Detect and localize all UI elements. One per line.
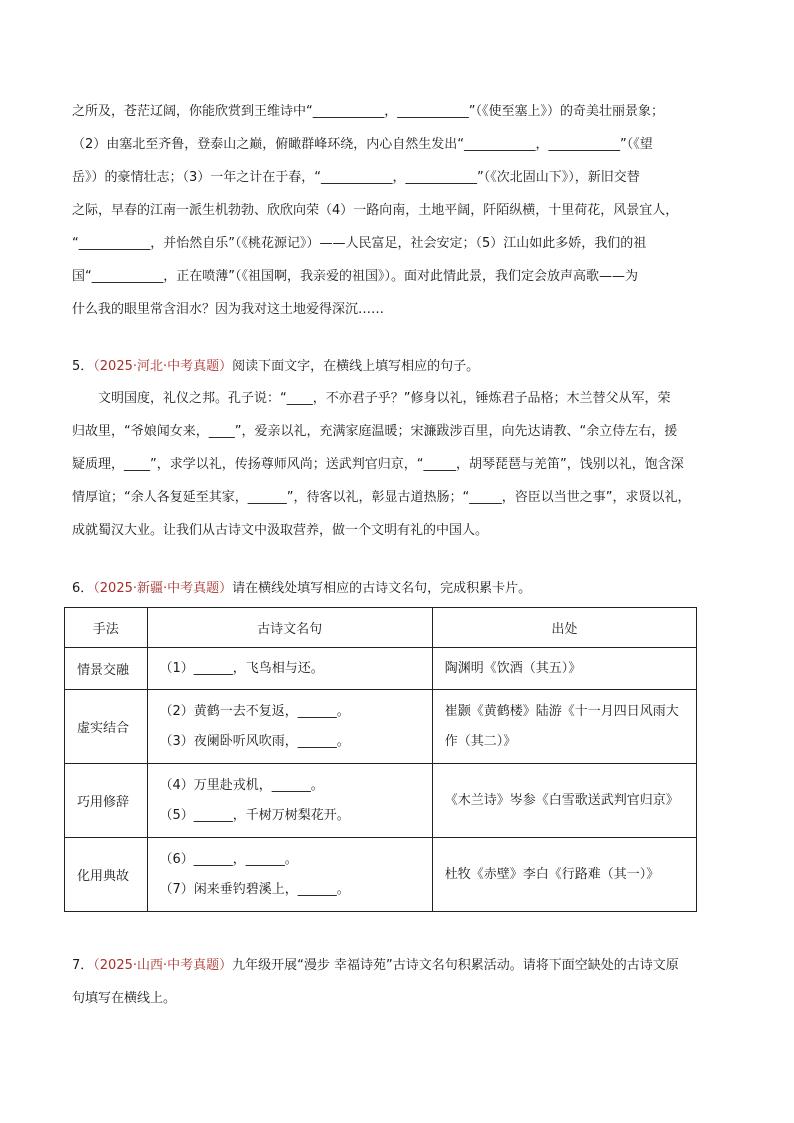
intro-line: 岳》）的豪情壮志；（3）一年之计在于春，“___________，___________”（《次北固山下》），新旧交替 [72,170,640,185]
passage-line: 文明国度，礼仪之邦。孔子说：“____，不亦君子乎？”修身以礼，锤炼君子品格；木兰替父从军，荣 [98,391,671,406]
verse-cell [147,648,432,690]
intro-line: 什么我的眼里常含泪水？因为我对这土地爱得深沉…… [72,302,385,317]
passage-line: 成就蜀汉大业。让我们从古诗文中汲取营养，做一个文明有礼的中国人。 [72,523,489,538]
table-header: 古诗文名句 [147,608,432,648]
table-header: 手法 [65,608,148,648]
question-5-passage [72,382,732,547]
table-header: 出处 [432,608,696,648]
question-5-header [72,357,479,377]
intro-line: 国“___________，正在喷薄”（《祖国啊，我亲爱的祖国》）。面对此情此景，我们定会放声高歌——为 [72,269,638,284]
verse-line: （6）______，______。 [159,851,298,867]
verse-line: （2）黄鹤一去不复返，______。 [159,703,350,719]
table-row [65,838,697,912]
table-row [65,764,697,838]
question-source: （2025·河北·中考真题） [93,359,233,374]
verse-line: （7）闲来垂钓碧溪上，______。 [159,881,350,897]
question-prompt: 九年级开展“漫步 幸福诗苑”古诗文名句积累活动。请将下面空缺处的古诗文原 [232,958,679,973]
origin-cell [432,690,696,764]
origin-line: 作（其二）》 [444,733,517,749]
question-prompt: 请在横线处填写相应的古诗文名句，完成积累卡片。 [232,581,532,596]
question-number: 5． [72,359,94,374]
intro-line: 之所及，苍茫辽阔，你能欣赏到王维诗中“___________，___________”（《使至塞上》）的奇美壮丽景象； [72,104,664,119]
question-6-header [72,579,531,599]
question-7 [72,949,732,1015]
question-source: （2025·新疆·中考真题） [93,581,233,596]
method-cell: 巧用修辞 [65,764,148,838]
verse-cell [147,838,432,912]
question-prompt-cont: 句填写在横线上。 [72,991,177,1006]
question-number: 6． [72,581,94,596]
table-row [65,648,697,690]
question-source: （2025·山西·中考真题） [93,958,233,973]
accumulation-card-table [64,607,697,912]
method-cell: 化用典故 [65,838,148,912]
method-cell: 虚实结合 [65,690,148,764]
verse-cell [147,690,432,764]
origin-cell [432,764,696,838]
origin-line: 崔颢《黄鹤楼》陆游《十一月四日风雨大 [444,703,679,719]
origin-cell [432,648,696,690]
verse-line: （4）万里赴戎机，______。 [159,777,324,793]
table-header-row [65,608,697,648]
intro-line: “___________，并怡然自乐”（《桃花源记》）——人民富足，社会安定；（5）江山如此多娇，我们的祖 [72,236,647,251]
intro-paragraph [72,95,732,326]
verse-line: （1）______，飞鸟相与还。 [159,660,324,676]
verse-line: （3）夜阑卧听风吹雨，______。 [159,733,350,749]
origin-line: 《木兰诗》岑参《白雪歌送武判官归京》 [444,792,679,808]
intro-line: 之际，早春的江南一派生机勃勃、欣欣向荣（4）一路向南，土地平阔，阡陌纵横，十里荷花，风景宜人， [72,203,679,218]
method-cell: 情景交融 [65,648,148,690]
origin-cell [432,838,696,912]
table-row [65,690,697,764]
intro-line: （2）由塞北至齐鲁，登泰山之巅，俯瞰群峰环绕，内心自然生发出“___________，___________”（《望 [72,137,653,152]
passage-line: 情厚谊；“余人各复延至其家，______”，待客以礼，彰显古道热肠；“_____，咨臣以当世之事”，求贤以礼， [72,490,691,505]
question-number: 7． [72,958,94,973]
origin-line: 陶渊明《饮酒（其五）》 [444,660,582,676]
origin-line: 杜牧《赤壁》李白《行路难（其一）》 [444,866,660,882]
passage-line: 疑质理，____”，求学以礼，传扬尊师风尚；送武判官归京，“_____，胡琴琵琶与羌笛”，饯别以礼，饱含深 [72,457,684,472]
verse-cell [147,764,432,838]
question-7-header [72,949,732,982]
verse-line: （5）______，千树万树梨花开。 [159,807,350,823]
passage-line: 归故里，“爷娘闻女来，____”，爱亲以礼，充满家庭温暖；宋濂跋涉百里，向先达请教、“余立侍左右，援 [72,424,678,439]
question-prompt: 阅读下面文字，在横线上填写相应的句子。 [232,359,480,374]
